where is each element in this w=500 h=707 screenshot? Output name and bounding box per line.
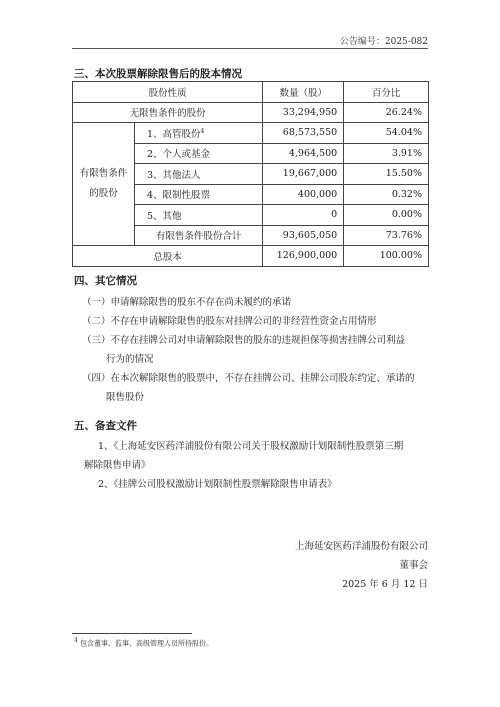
restricted-row-pct: 0.32% [344,184,429,205]
signature-board: 董事会 [399,560,428,571]
share-structure-table [72,81,429,267]
section5-title: 五、备查文件 [74,420,137,432]
unrestricted-pct: 26.24% [344,102,429,123]
restricted-row-label-text: 1、高管股份 [146,128,201,140]
footnote-mark: 4 [74,637,78,644]
list-item: （四）在本次解除限售的股票中，不存在挂牌公司、挂牌公司股东约定、承诺的 [82,373,415,384]
restricted-row-pct: 15.50% [344,164,429,185]
restricted-row-pct: 0.00% [344,205,429,226]
restricted-group-text: 有限售条件的股份 [79,168,128,199]
list-item-continuation: 行为的情况 [106,354,154,365]
restricted-total-pct: 73.76% [344,225,429,246]
col-header-nature: 股份性质 [73,82,263,103]
restricted-row-label: 2、个人或基金 [134,143,262,164]
table-row [73,246,429,267]
list-item: （三）不存在挂牌公司对申请解除限售的股东的违规担保等损害挂牌公司利益 [82,335,406,346]
col-header-qty: 数量（股） [263,82,344,103]
file-item: 2、《挂牌公司股权激励计划限制性股票解除限售申请表》 [98,479,337,490]
restricted-row-qty: 0 [263,205,344,226]
restricted-row-label [134,123,262,144]
restricted-row-label: 4、限制性股票 [134,184,262,205]
restricted-row-pct: 54.04% [344,123,429,144]
restricted-row-qty: 4,964,500 [263,143,344,164]
header-divider [72,48,428,49]
restricted-total-label: 有限售条件股份合计 [134,225,262,246]
restricted-row-label: 3、其他法人 [134,164,262,185]
restricted-total-qty: 93,605,050 [263,225,344,246]
total-pct: 100.00% [344,246,429,267]
section4-title: 四、其它情况 [74,275,137,287]
restricted-row-qty: 400,000 [263,184,344,205]
signature-company: 上海延安医药洋浦股份有限公司 [294,541,428,552]
list-item: （一）申请解除限售的股东不存在尚未履约的承诺 [82,297,292,308]
footnote-text: 包含董事、监事、高级管理人员所持股份。 [80,639,214,648]
total-qty: 126,900,000 [263,246,344,267]
file-item: 1、《上海延安医药洋浦股份有限公司关于股权激励计划限制性股票第三期 [98,441,404,452]
table-header-row [73,82,429,103]
file-item-continuation: 解除限售申请》 [84,460,151,471]
list-item-continuation: 限售股份 [106,392,145,403]
col-header-pct: 百分比 [344,82,429,103]
restricted-group-label [73,123,135,246]
unrestricted-label: 无限售条件的股份 [73,102,263,123]
announcement-number: 公告编号：2025-082 [339,37,428,47]
footnote-divider [72,633,192,634]
restricted-row-pct: 3.91% [344,143,429,164]
table-row [73,123,429,144]
footnote [74,637,213,648]
restricted-row-qty: 19,667,000 [263,164,344,185]
restricted-row-qty: 68,573,550 [263,123,344,144]
table-row [73,102,429,123]
restricted-row-label: 5、其他 [134,205,262,226]
signature-date: 2025 年 6 月 12 日 [342,579,428,590]
total-label: 总股本 [73,246,263,267]
section3-title: 三、本次股票解除限售后的股本情况 [74,68,242,80]
list-item: （二）不存在申请解除限售的股东对挂牌公司的非经营性资金占用情形 [82,316,377,327]
footnote-mark: 4 [200,127,205,135]
unrestricted-qty: 33,294,950 [263,102,344,123]
